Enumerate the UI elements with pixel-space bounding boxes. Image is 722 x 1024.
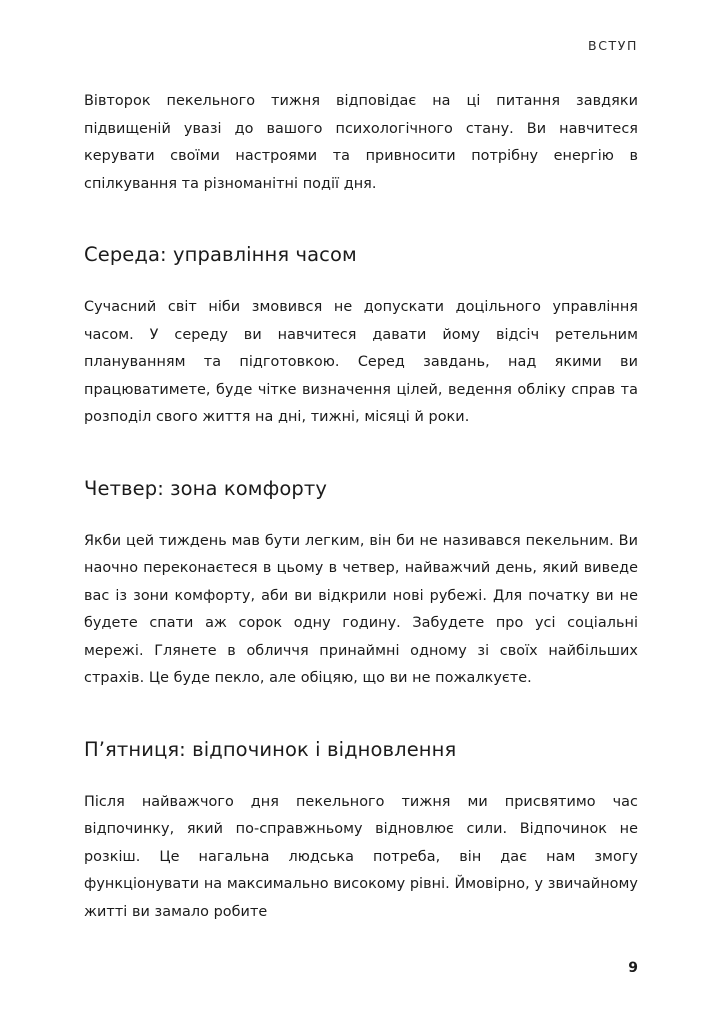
paragraph: Вівторок пекельного тижня відповідає на ці питання завдяки підвищеній увазі до вашого психологічного стану. Ви навчитеся керувати своїми настроями та привносити потрібну енергію в спілкування та різноманітні події дня.	[84, 93, 638, 192]
spacer	[84, 432, 638, 476]
section-heading-thursday: Четвер: зона комфорту	[84, 476, 327, 500]
paragraph: Сучасний світ ніби змовився не допускати доцільного управління часом. У середу ви навчитеся давати йому відсіч ретельним плануванням та підготовкою. Серед завдань, над якими ви працюватимете, буде чітке визначення цілей, ведення обліку справ та розподіл свого життя на дні, тижні, місяці й роки.	[84, 299, 638, 425]
section-heading-friday: П’ятниця: відпочинок і відновлення	[84, 737, 457, 761]
spacer	[84, 763, 638, 789]
paragraph: Після найважчого дня пекельного тижня ми присвятимо час відпочинку, який по-справжньому відновлює сили. Відпочинок не розкіш. Це нагальна людська потреба, він дає нам змогу функціонувати на максимально високому рівні. Ймовірно, у звичайному житті ви замало робите	[84, 793, 638, 920]
section-heading-wednesday: Середа: управління часом	[84, 243, 357, 266]
spacer	[84, 502, 638, 528]
running-head: ВСТУП	[588, 38, 638, 53]
spacer	[84, 198, 638, 242]
paragraph: Якби цей тиждень мав бути легким, він би не називався пекельним. Ви наочно переконаєтеся в цьому в четвер, найважчий день, який виведе вас із зони комфорту, аби ви відкрили нові рубежі. Для початку ви не будете спати аж сорок одну годину. Забудете про усі соціальні мережі. Глянете в обличчя принаймні одному зі своїх найбільших страхів. Це буде пекло, але обіцяю, що ви не пожалкуєте.	[84, 532, 638, 686]
page-number: 9	[628, 960, 638, 976]
spacer	[84, 693, 638, 737]
page-content	[84, 88, 638, 926]
spacer	[84, 268, 638, 294]
